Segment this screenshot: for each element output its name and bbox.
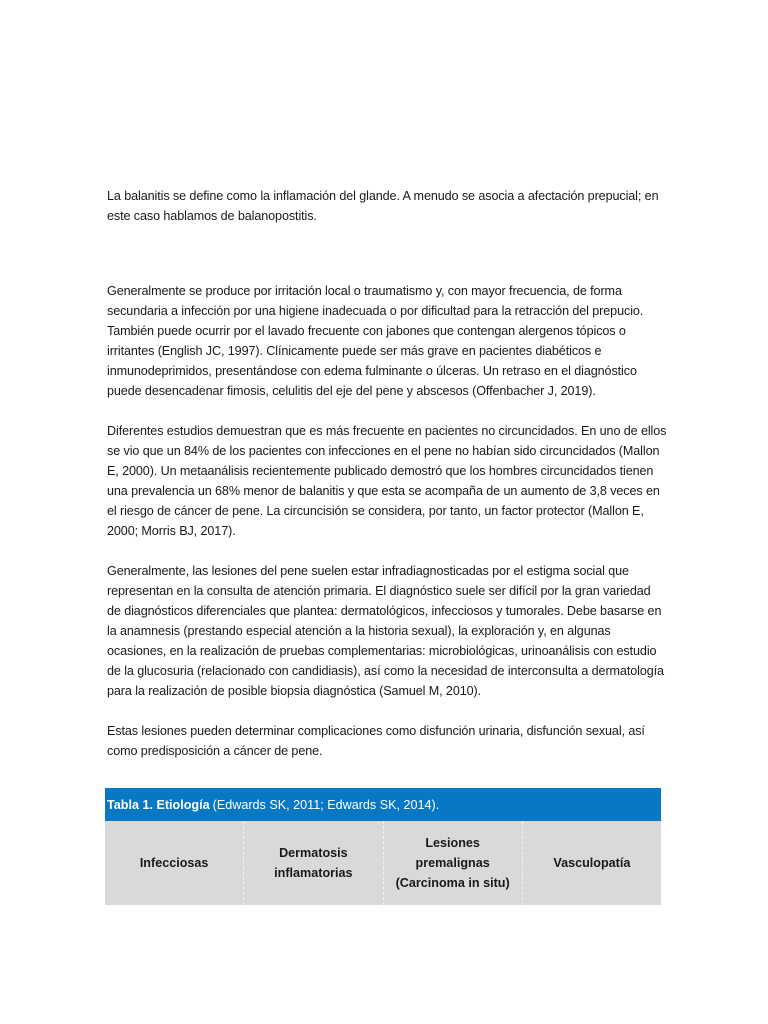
table-caption-reference: (Edwards SK, 2011; Edwards SK, 2014). [212, 797, 440, 812]
table-header-row [105, 821, 661, 905]
table-caption [105, 788, 661, 821]
document-page [107, 186, 667, 905]
paragraph-definition: La balanitis se define como la inflamación del glande. A menudo se asocia a afectación prepucial; en este caso hablamos de balanopostitis. [107, 189, 659, 223]
table-header-vasculopatia: Vasculopatía [553, 856, 631, 870]
table-caption-title: Tabla 1. Etiología [107, 797, 210, 812]
paragraph-circumcision: Diferentes estudios demuestran que es más frecuente en pacientes no circuncidados. En uno de ellos se vio que un 84% de los pacientes con infecciones en el pene no habían sido circuncidados (Mallon E, 2000). Un metaanálisis recientemente publicado demostró que los hombres circuncidados tienen una prevalencia un 68% menor de balanitis y que esta se acompaña de un aumento de 3,8 veces en el riesgo de cáncer de pene. La circuncisión se considera, por tanto, un factor protector (Mallon E, 2000; Morris BJ, 2017). [107, 424, 667, 538]
etiology-table [105, 788, 661, 905]
paragraph-causes: Generalmente se produce por irritación local o traumatismo y, con mayor frecuencia, de forma secundaria a infección por una higiene inadecuada o por dificultad para la retracción del prepucio. También puede ocurrir por el lavado frecuente con jabones que contengan alergenos tópicos o irritantes (English JC, 1997). Clínicamente puede ser más grave en pacientes diabéticos e inmunodeprimidos, presentándose con edema fulminante o úlceras. Un retraso en el diagnóstico puede desencadenar fimosis, celulitis del eje del pene y abscesos (Offenbacher J, 2019). [107, 284, 644, 398]
table-header-lesiones-premalignas: Lesiones premalignas (Carcinoma in situ) [384, 821, 523, 905]
table-header-infecciosas: Infecciosas [105, 821, 244, 905]
paragraph-complications: Estas lesiones pueden determinar complicaciones como disfunción urinaria, disfunción sexual, así como predisposición a cáncer de pene. [107, 724, 645, 758]
paragraph-diagnosis: Generalmente, las lesiones del pene suelen estar infradiagnosticadas por el estigma social que representan en la consulta de atención primaria. El diagnóstico suele ser difícil por la gran variedad de diagnósticos diferenciales que plantea: dermatológicos, infecciosos y tumorales. Debe basarse en la anamnesis (prestando especial atención a la historia sexual), la exploración y, en algunas ocasiones, en la realización de pruebas complementarias: microbiológicas, urinoanálisis con estudio de la glucosuria (relacionado con candidiasis), así como la necesidad de interconsulta a dermatología para la realización de posible biopsia diagnóstica (Samuel M, 2010). [107, 564, 664, 698]
table-header-dermatosis: Dermatosis inflamatorias [244, 821, 383, 905]
